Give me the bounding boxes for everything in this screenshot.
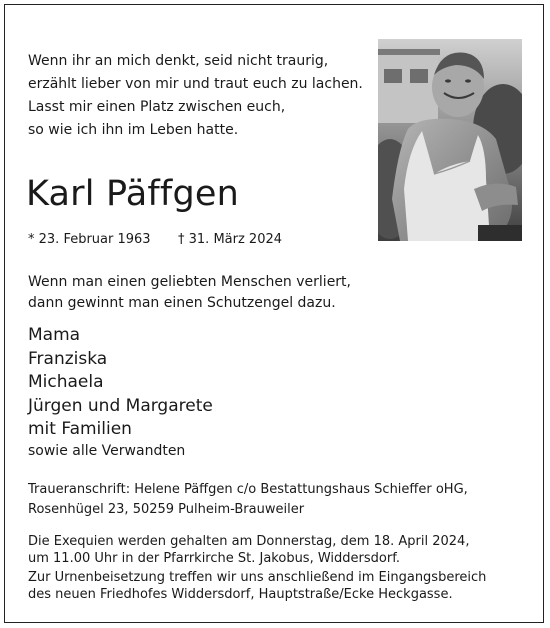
relatives-note: sowie alle Verwandten (28, 443, 186, 459)
poem-line: Wenn ihr an mich denkt, seid nicht traurig, (28, 53, 329, 69)
portrait-photo-graphic (378, 39, 522, 241)
quote-line: dann gewinnt man einen Schutzengel dazu. (28, 295, 336, 311)
address-line: Traueranschrift: Helene Päffgen c/o Bestattungshaus Schieffer oHG, (28, 482, 468, 497)
family-member: Mama (28, 325, 81, 345)
service-line: Zur Urnenbeisetzung treffen wir uns anschließend im Eingangsbereich (28, 570, 487, 585)
service-details (28, 533, 486, 603)
service-line: des neuen Friedhofes Widdersdorf, Hauptstraße/Ecke Heckgasse. (28, 587, 453, 602)
family-list (28, 324, 213, 442)
service-line: um 11.00 Uhr in der Pfarrkirche St. Jakobus, Widdersdorf. (28, 551, 400, 566)
life-dates (28, 231, 283, 249)
quote (28, 272, 351, 314)
quote-line: Wenn man einen geliebten Menschen verliert, (28, 274, 351, 290)
address-line: Rosenhügel 23, 50259 Pulheim-Brauweiler (28, 502, 305, 517)
death-date: † 31. März 2024 (178, 232, 283, 247)
poem-line: erzählt lieber von mir und traut euch zu lachen. (28, 76, 363, 92)
portrait-photo (378, 39, 522, 241)
poem (28, 50, 368, 142)
family-member: Franziska (28, 348, 108, 369)
family-member: Michaela (28, 372, 104, 392)
mourning-address (28, 480, 468, 520)
family-member: mit Familien (28, 419, 132, 439)
poem-line: Lasst mir einen Platz zwischen euch, (28, 99, 286, 115)
service-line: Die Exequien werden gehalten am Donnerstag, dem 18. April 2024, (28, 534, 470, 549)
deceased-name: Karl Päffgen (26, 174, 239, 214)
birth-date: * 23. Februar 1963 (28, 232, 151, 247)
poem-line: so wie ich ihn im Leben hatte. (28, 122, 239, 138)
family-member: Jürgen und Margarete (28, 395, 213, 416)
